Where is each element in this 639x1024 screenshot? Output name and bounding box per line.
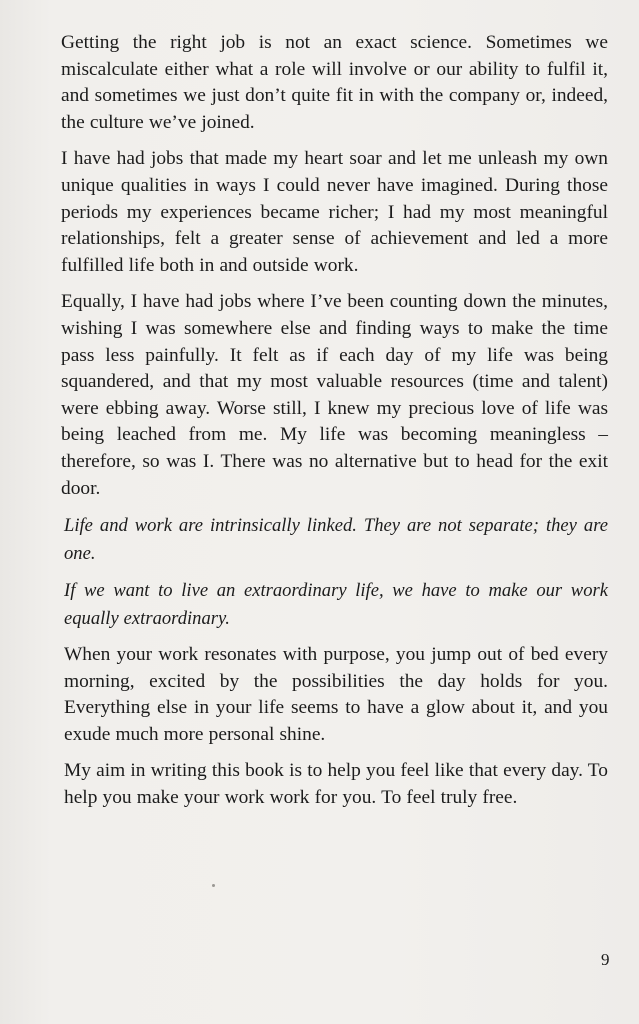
page-number: 9: [601, 950, 610, 969]
paragraph-2: I have had jobs that made my heart soar and let me unleash my own unique qualities in ways I could never have imagined. During those periods my experiences became richer; I had my most meaningful relationships, felt a greater sense of achievement and led a more fulfilled life both in and outside work.: [61, 148, 608, 276]
paper-speck: [212, 884, 215, 887]
italic-quote-2: If we want to live an extraordinary life, we have to make our work equally extraordinary.: [64, 580, 608, 629]
body-text: [61, 30, 608, 822]
paragraph-4: When your work resonates with purpose, you jump out of bed every morning, excited by the possibilities the day holds for you. Everything else in your life seems to have a glow about it, and you exude much more personal shine.: [64, 644, 608, 745]
paragraph-3: Equally, I have had jobs where I’ve been counting down the minutes, wishing I was somewhere else and finding ways to make the time pass less painfully. It felt as if each day of my life was being squandered, and that my most valuable resources (time and talent) were ebbing away. Worse still, I knew my precious love of life was being leached from me. My life was becoming meaningless – therefore, so was I. There was no alternative but to head for the exit door.: [61, 291, 608, 499]
paragraph-1: Getting the right job is not an exact science. Sometimes we miscalculate either what a role will involve or our ability to fulfil it, and sometimes we just don’t quite fit in with the company or, indeed, the culture we’ve joined.: [61, 32, 608, 133]
paragraph-5: My aim in writing this book is to help you feel like that every day. To help you make your work work for you. To feel truly free.: [64, 760, 608, 809]
italic-quote-1: Life and work are intrinsically linked. They are not separate; they are one.: [64, 515, 608, 564]
